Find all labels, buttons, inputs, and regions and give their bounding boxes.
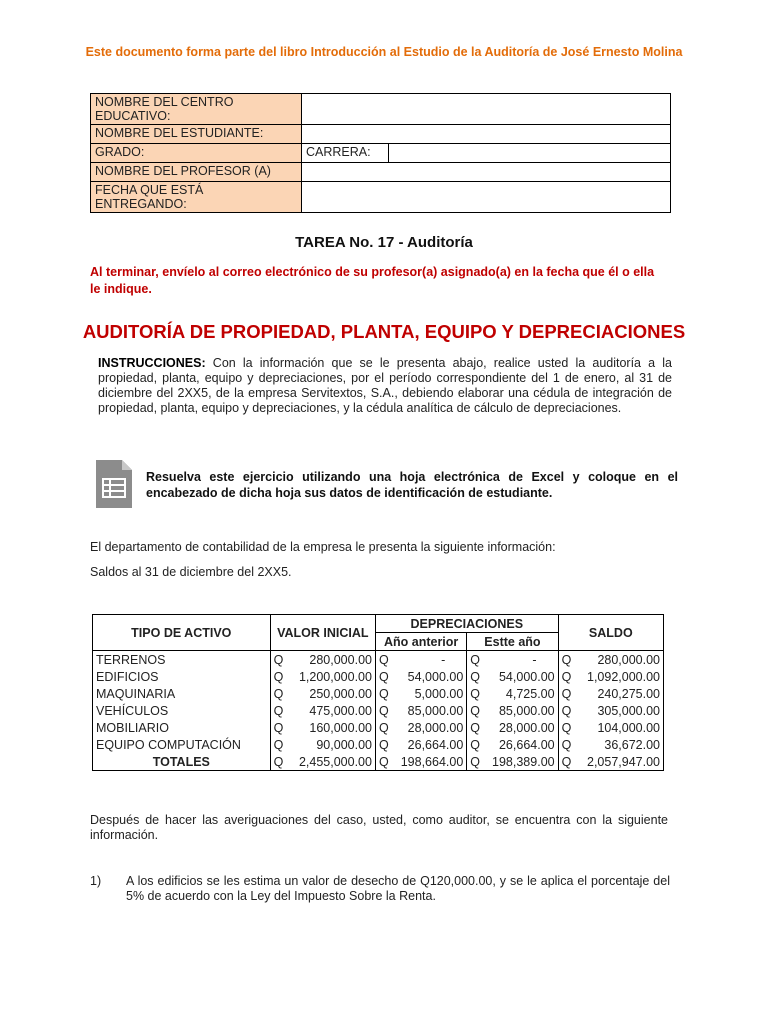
teacher-name-label: NOMBRE DEL PROFESOR (A): [91, 163, 302, 182]
prior-year-dep-cell: [375, 668, 466, 685]
amount: 104,000.00: [597, 720, 660, 735]
currency-symbol: Q: [470, 703, 481, 718]
this-year-dep-cell: [467, 736, 558, 753]
balance-cell: [558, 702, 663, 719]
col-depreciation: DEPRECIACIONES: [375, 615, 558, 633]
col-prior-year: Año anterior: [375, 633, 466, 651]
item-number: 1): [90, 874, 102, 888]
initial-value-cell: [270, 651, 375, 669]
currency-symbol: Q: [378, 652, 389, 667]
this-year-dep-cell: [467, 685, 558, 702]
spreadsheet-icon: [94, 458, 134, 510]
currency-symbol: Q: [378, 686, 389, 701]
delivery-date-field[interactable]: [302, 182, 671, 213]
asset-type-cell: MAQUINARIA: [93, 685, 271, 702]
this-year-dep-cell: [467, 651, 558, 669]
amount: 36,672.00: [604, 737, 660, 752]
total-this-year-dep: [467, 753, 558, 771]
balance-cell: [558, 719, 663, 736]
student-id-table: [90, 93, 671, 213]
amount: 5,000.00: [414, 686, 464, 701]
asset-type-cell: VEHÍCULOS: [93, 702, 271, 719]
currency-symbol: Q: [470, 754, 481, 769]
teacher-name-field[interactable]: [302, 163, 671, 182]
grade-label: GRADO:: [91, 144, 302, 163]
amount: 28,000.00: [407, 720, 464, 735]
currency-symbol: Q: [273, 652, 284, 667]
delivery-date-label: FECHA QUE ESTÁ ENTREGANDO:: [91, 182, 302, 213]
student-name-field[interactable]: [302, 125, 671, 144]
initial-value-cell: [270, 702, 375, 719]
school-name-label: NOMBRE DEL CENTRO EDUCATIVO:: [91, 94, 302, 125]
balance-cell: [558, 651, 663, 669]
currency-symbol: Q: [378, 754, 389, 769]
asset-type-cell: MOBILIARIO: [93, 719, 271, 736]
book-header-note: Este documento forma parte del libro Introducción al Estudio de la Auditoría de José Ernesto Molina: [85, 45, 683, 59]
col-initial-value: VALOR INICIAL: [270, 615, 375, 651]
table-row: [93, 668, 664, 685]
col-balance: SALDO: [558, 615, 663, 651]
currency-symbol: Q: [561, 686, 572, 701]
amount: 54,000.00: [407, 669, 464, 684]
currency-symbol: Q: [273, 754, 284, 769]
amount: 250,000.00: [309, 686, 372, 701]
section-title: AUDITORÍA DE PROPIEDAD, PLANTA, EQUIPO Y DEPRECIACIONES: [82, 321, 686, 342]
findings-paragraph: Después de hacer las averiguaciones del caso, usted, como auditor, se encuentra con la siguiente información.: [90, 813, 668, 842]
prior-year-dep-cell: [375, 685, 466, 702]
excel-instruction: Resuelva este ejercicio utilizando una hoja electrónica de Excel y coloque en el encabezado de dicha hoja sus datos de identificación de estudiante.: [146, 470, 678, 500]
prior-year-dep-cell: [375, 702, 466, 719]
totals-label: TOTALES: [93, 753, 271, 771]
finding-item-1: [90, 874, 670, 904]
instructions-label: INSTRUCCIONES:: [98, 356, 206, 370]
total-prior-year-dep: [375, 753, 466, 771]
currency-symbol: Q: [470, 686, 481, 701]
initial-value-cell: [270, 719, 375, 736]
school-name-field[interactable]: [302, 94, 671, 125]
currency-symbol: Q: [561, 703, 572, 718]
asset-balances-table: [92, 614, 664, 771]
currency-symbol: Q: [273, 720, 284, 735]
prior-year-dep-cell: [375, 719, 466, 736]
initial-value-cell: [270, 668, 375, 685]
instructions-paragraph: [98, 356, 672, 416]
currency-symbol: Q: [378, 737, 389, 752]
amount: 160,000.00: [309, 720, 372, 735]
total-balance: [558, 753, 663, 771]
this-year-dep-cell: [467, 719, 558, 736]
submission-note: Al terminar, envíelo al correo electrónico de su profesor(a) asignado(a) en la fecha que él o ella le indique.: [90, 265, 655, 296]
balance-cell: [558, 685, 663, 702]
amount: 2,455,000.00: [298, 754, 372, 769]
assignment-title: TAREA No. 17 - Auditoría: [295, 234, 473, 251]
currency-symbol: Q: [470, 652, 481, 667]
balance-cell: [558, 668, 663, 685]
amount: 90,000.00: [316, 737, 372, 752]
asset-type-cell: TERRENOS: [93, 651, 271, 669]
career-label: CARRERA:: [302, 144, 389, 163]
amount: 28,000.00: [498, 720, 555, 735]
amount: -: [532, 652, 537, 667]
amount: 240,275.00: [597, 686, 660, 701]
amount: -: [441, 652, 446, 667]
amount: 26,664.00: [407, 737, 464, 752]
amount: 198,664.00: [400, 754, 464, 769]
initial-value-cell: [270, 685, 375, 702]
currency-symbol: Q: [561, 737, 572, 752]
amount: 1,200,000.00: [298, 669, 372, 684]
balance-cell: [558, 736, 663, 753]
amount: 475,000.00: [309, 703, 372, 718]
item-text: A los edificios se les estima un valor de desecho de Q120,000.00, y se le aplica el porcentaje del 5% de acuerdo con la Ley del Impuesto Sobre la Renta.: [126, 874, 670, 903]
currency-symbol: Q: [273, 669, 284, 684]
currency-symbol: Q: [561, 669, 572, 684]
col-this-year: Estte año: [467, 633, 558, 651]
balances-date: Saldos al 31 de diciembre del 2XX5.: [90, 565, 292, 579]
total-initial-value: [270, 753, 375, 771]
instructions-text: Con la información que se le presenta abajo, realice usted la auditoría a la propiedad, planta, equipo y depreciaciones, por el período correspondiente del 1 de enero, al 31 de diciembre del 2XX5, de la empresa Servitextos, S.A., debiendo elaborar una cédula de integración de propiedad, planta, equipo y depreciaciones, y la cédula analítica de cálculo de depreciaciones.: [98, 356, 672, 415]
currency-symbol: Q: [470, 720, 481, 735]
col-asset-type: TIPO DE ACTIVO: [93, 615, 271, 651]
table-row: [93, 736, 664, 753]
amount: 280,000.00: [597, 652, 660, 667]
prior-year-dep-cell: [375, 651, 466, 669]
currency-symbol: Q: [378, 703, 389, 718]
this-year-dep-cell: [467, 668, 558, 685]
table-row: [93, 651, 664, 669]
currency-symbol: Q: [470, 737, 481, 752]
table-row: [93, 685, 664, 702]
career-field[interactable]: [389, 144, 671, 163]
currency-symbol: Q: [561, 754, 572, 769]
currency-symbol: Q: [470, 669, 481, 684]
amount: 85,000.00: [498, 703, 555, 718]
currency-symbol: Q: [378, 720, 389, 735]
table-row: [93, 702, 664, 719]
currency-symbol: Q: [273, 686, 284, 701]
amount: 305,000.00: [597, 703, 660, 718]
table-row: [93, 719, 664, 736]
prior-year-dep-cell: [375, 736, 466, 753]
intro-paragraph: El departamento de contabilidad de la empresa le presenta la siguiente información:: [90, 540, 556, 554]
amount: 26,664.00: [498, 737, 555, 752]
amount: 280,000.00: [309, 652, 372, 667]
currency-symbol: Q: [273, 703, 284, 718]
this-year-dep-cell: [467, 702, 558, 719]
amount: 4,725.00: [505, 686, 555, 701]
student-name-label: NOMBRE DEL ESTUDIANTE:: [91, 125, 302, 144]
initial-value-cell: [270, 736, 375, 753]
amount: 2,057,947.00: [587, 754, 660, 769]
currency-symbol: Q: [561, 720, 572, 735]
amount: 198,389.00: [492, 754, 555, 769]
amount: 85,000.00: [407, 703, 464, 718]
currency-symbol: Q: [561, 652, 572, 667]
totals-row: [93, 753, 664, 771]
amount: 54,000.00: [498, 669, 555, 684]
currency-symbol: Q: [273, 737, 284, 752]
amount: 1,092,000.00: [587, 669, 660, 684]
currency-symbol: Q: [378, 669, 389, 684]
asset-type-cell: EQUIPO COMPUTACIÓN: [93, 736, 271, 753]
asset-type-cell: EDIFICIOS: [93, 668, 271, 685]
